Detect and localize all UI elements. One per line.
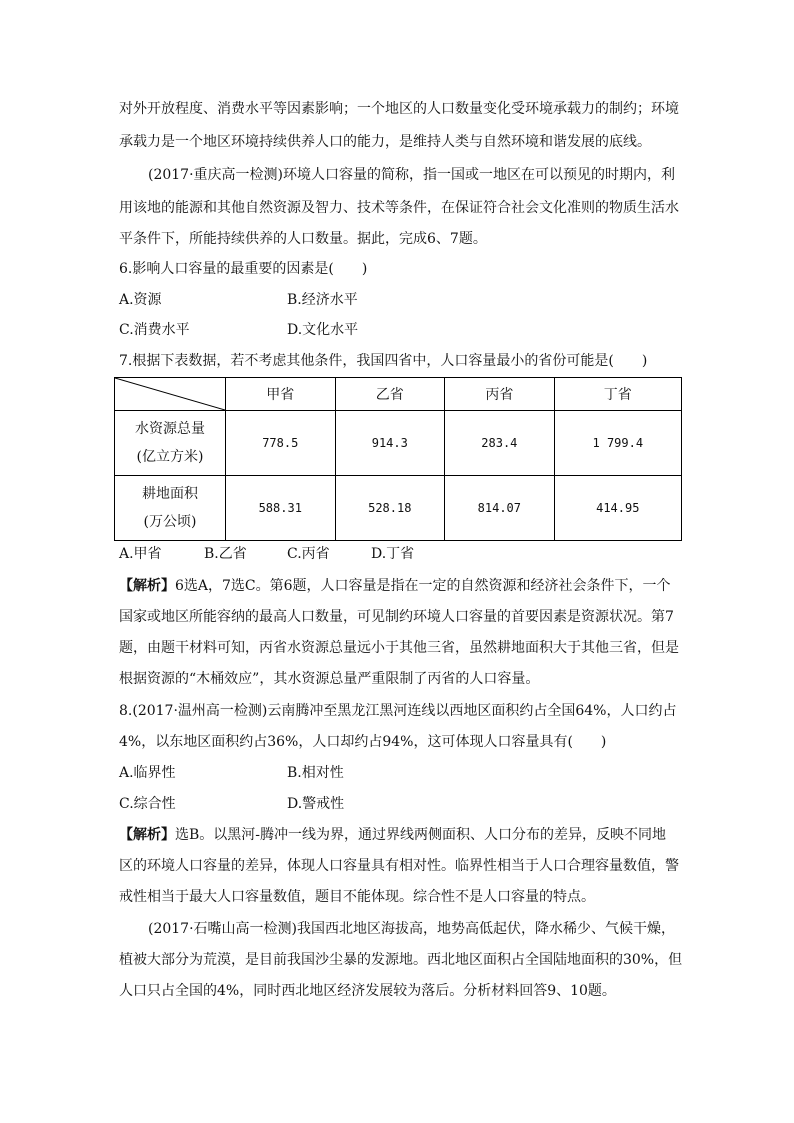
- table-cell: 814.07: [445, 476, 555, 541]
- analysis-tag: 【解析】: [119, 827, 175, 843]
- table-cell: 528.18: [335, 476, 445, 541]
- paragraph-line: 用该地的能源和其他自然资源及智力、技术等条件，在保证符合社会文化准则的物质生活水: [119, 200, 679, 216]
- question-6-option-b: B.经济水平: [287, 292, 358, 308]
- paragraph-line: 植被大部分为荒漠，是目前我国沙尘暴的发源地。西北地区面积占全国陆地面积的30%，但: [119, 952, 683, 968]
- analysis-text: 6选A，7选C。第6题，人口容量是指在一定的自然资源和经济社会条件下，一个: [175, 578, 671, 594]
- table-cell: 1 799.4: [554, 411, 681, 476]
- row-label-unit: (亿立方米): [136, 449, 204, 465]
- question-8-option-c: C.综合性: [119, 796, 176, 812]
- analysis-line: 区的环境人口容量的差异，体现人口容量具有相对性。临界性相当于人口合理容量数值，警: [119, 858, 679, 874]
- table-cell: 914.3: [335, 411, 445, 476]
- paragraph-line: (2017·石嘴山高一检测)我国西北地区海拔高，地势高低起伏，降水稀少、气候干燥，: [148, 921, 676, 937]
- analysis-line: [119, 825, 666, 845]
- table-corner-cell: [115, 378, 226, 411]
- analysis-line: [119, 576, 671, 596]
- paragraph-line: 对外开放程度、消费水平等因素影响；一个地区的人口数量变化受环境承载力的制约；环境: [119, 101, 679, 117]
- analysis-text: 选B。以黑河-腾冲一线为界，通过界线两侧面积、人口分布的差异，反映不同地: [175, 827, 667, 843]
- table-cell: 588.31: [226, 476, 336, 541]
- table-header-row: [115, 378, 682, 411]
- question-7-option-c: C.丙省: [287, 546, 330, 562]
- table-row: [115, 411, 682, 476]
- paragraph-line: (2017·重庆高一检测)环境人口容量的简称，指一国或一地区在可以预见的时期内，利: [148, 167, 676, 183]
- analysis-line: 国家或地区所能容纳的最高人口数量，可见制约环境人口容量的首要因素是资源状况。第7: [119, 609, 674, 625]
- table-column-header: 丁省: [554, 378, 681, 411]
- paragraph-line: 人口只占全国的4%，同时西北地区经济发展较为落后。分析材料回答9、10题。: [119, 983, 616, 999]
- row-label-line: 耕地面积: [142, 486, 198, 502]
- paragraph-line: 平条件下，所能持续供养的人口数量。据此，完成6、7题。: [119, 231, 487, 247]
- row-label-unit: (万公顷): [143, 514, 197, 530]
- question-8-option-d: D.警戒性: [287, 796, 345, 812]
- diagonal-line: [115, 378, 225, 410]
- paragraph-line: 承载力是一个地区环境持续供养人口的能力，是维持人类与自然环境和谐发展的底线。: [119, 134, 651, 150]
- table-row: [115, 476, 682, 541]
- table-column-header: 乙省: [335, 378, 445, 411]
- question-7-stem: 7.根据下表数据，若不考虑其他条件，我国四省中，人口容量最小的省份可能是( ): [119, 353, 648, 369]
- analysis-line: 题，由题干材料可知，丙省水资源总量远小于其他三省，虽然耕地面积大于其他三省，但是: [119, 640, 679, 656]
- question-8-stem: 4%，以东地区面积约占36%，人口却约占94%，这可体现人口容量具有( ): [119, 734, 607, 750]
- question-7-option-d: D.丁省: [371, 546, 415, 562]
- analysis-line: 戒性相当于最大人口容量数值，题目不能体现。综合性不是人口容量的特点。: [119, 889, 595, 905]
- question-6-option-d: D.文化水平: [287, 322, 359, 338]
- question-6-option-a: A.资源: [119, 292, 162, 308]
- table-cell: 283.4: [445, 411, 555, 476]
- analysis-line: 根据资源的“木桶效应”，其水资源总量严重限制了丙省的人口容量。: [119, 671, 540, 687]
- question-6-option-c: C.消费水平: [119, 322, 190, 338]
- analysis-tag: 【解析】: [119, 578, 175, 594]
- table-column-header: 丙省: [445, 378, 555, 411]
- table-cell: 778.5: [226, 411, 336, 476]
- table-column-header: 甲省: [226, 378, 336, 411]
- table-row-header: [115, 411, 226, 476]
- question-8-option-a: A.临界性: [119, 765, 176, 781]
- row-label-line: 水资源总量: [135, 421, 205, 437]
- question-8-option-b: B.相对性: [287, 765, 344, 781]
- question-8-stem: 8.(2017·温州高一检测)云南腾冲至黑龙江黑河连线以西地区面积约占全国64%，人口约占: [119, 703, 677, 719]
- question-7-option-a: A.甲省: [119, 546, 162, 562]
- data-table: [114, 377, 682, 541]
- question-6-stem: 6.影响人口容量的最重要的因素是( ): [119, 261, 368, 277]
- table-row-header: [115, 476, 226, 541]
- question-7-option-b: B.乙省: [204, 546, 247, 562]
- table-cell: 414.95: [554, 476, 681, 541]
